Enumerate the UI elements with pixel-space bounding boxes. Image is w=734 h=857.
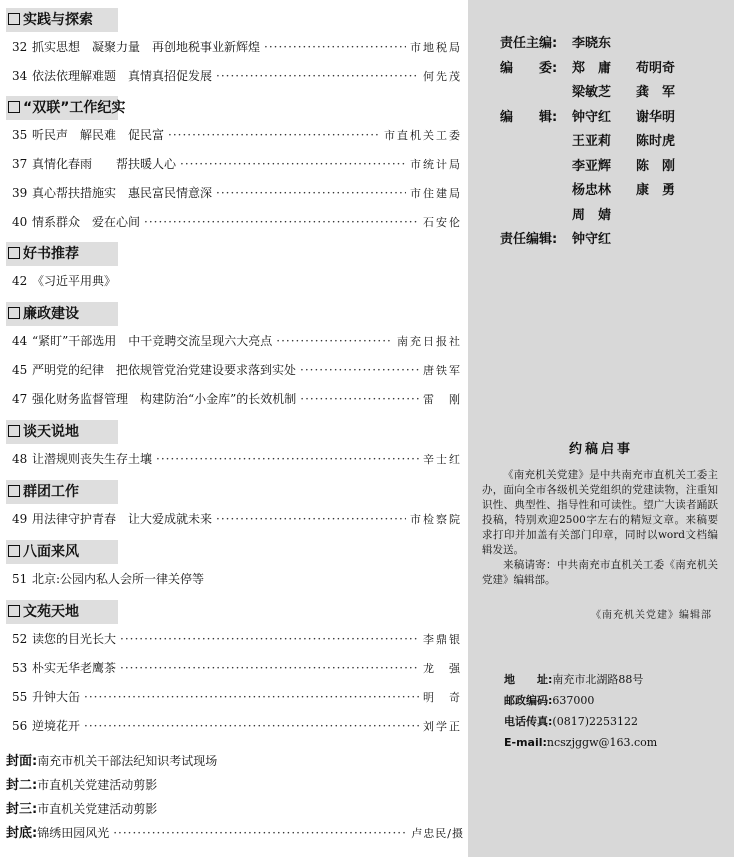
staff-name: 谢华明 xyxy=(636,109,676,125)
staff-name: 梁敏芝 xyxy=(572,85,612,100)
article-author: 唐铁军 xyxy=(423,364,462,377)
staff-name: 龚 军 xyxy=(636,85,676,100)
cover-credit xyxy=(6,776,464,794)
checkbox-square-icon xyxy=(8,485,20,497)
leader-dots xyxy=(216,510,406,528)
toc-entry[interactable] xyxy=(12,688,462,706)
contact-key: 地 址: xyxy=(504,673,553,686)
staff-role: 责任主编: xyxy=(500,36,558,51)
toc-entry[interactable] xyxy=(12,450,462,468)
article-title: 北京:公园内私人会所一律关停等 xyxy=(32,572,205,586)
checkbox-square-icon xyxy=(8,101,20,113)
section-heading xyxy=(6,302,118,326)
toc-entry[interactable] xyxy=(12,659,462,677)
checkbox-square-icon xyxy=(8,13,20,25)
notice-title: 约稿启事 xyxy=(568,442,633,457)
section-title: 八面来风 xyxy=(23,544,79,560)
page-number: 55 xyxy=(12,690,28,704)
article-author: 刘学正 xyxy=(423,720,462,733)
article-author: 何先茂 xyxy=(423,70,462,83)
article-author: 市直机关工委 xyxy=(384,129,462,142)
leader-dots xyxy=(216,67,419,85)
staff-name: 陈 刚 xyxy=(636,158,676,174)
toc-entry[interactable] xyxy=(12,272,462,290)
cover-caption: 市直机关党建活动剪影 xyxy=(37,802,158,816)
article-title: 抓实思想 凝聚力量 再创地税事业新辉煌 xyxy=(32,40,261,54)
leader-dots xyxy=(156,450,419,468)
contact-value: (0817)2253122 xyxy=(552,715,638,728)
toc-entry[interactable] xyxy=(12,570,462,588)
toc-entry[interactable] xyxy=(12,155,462,173)
checkbox-square-icon xyxy=(8,545,20,557)
toc-entry[interactable] xyxy=(12,184,462,202)
cover-credit xyxy=(6,824,464,842)
leader-dots xyxy=(300,390,419,408)
leader-dots xyxy=(84,717,419,735)
section-heading xyxy=(6,8,118,32)
page-number: 52 xyxy=(12,632,28,646)
article-author: 明 奇 xyxy=(423,691,462,704)
staff-name: 钟守红 xyxy=(572,109,612,125)
page-number: 48 xyxy=(12,452,28,466)
checkbox-square-icon xyxy=(8,425,20,437)
contact-row xyxy=(504,670,643,690)
toc-entry[interactable] xyxy=(12,213,462,231)
staff-row xyxy=(500,81,700,105)
page-number: 40 xyxy=(12,215,28,229)
staff-name: 李亚辉 xyxy=(572,158,612,174)
contact-row xyxy=(504,691,594,711)
cover-label: 封二: xyxy=(6,778,38,793)
staff-row xyxy=(500,130,700,154)
page-number: 44 xyxy=(12,334,28,348)
page-number: 49 xyxy=(12,512,28,526)
page-number: 51 xyxy=(12,572,28,586)
contact-key: 电话传真: xyxy=(504,715,553,728)
notice-body xyxy=(482,468,718,588)
cover-label: 封底: xyxy=(6,826,38,841)
article-title: 强化财务监督管理 构建防治“小金库”的长效机制 xyxy=(32,392,297,406)
page-number: 42 xyxy=(12,274,28,288)
article-author: 市检察院 xyxy=(410,513,462,526)
checkbox-square-icon xyxy=(8,307,20,319)
leader-dots xyxy=(216,184,406,202)
article-author: 李鼎银 xyxy=(423,633,462,646)
article-author: 龙 强 xyxy=(423,662,462,675)
article-author: 辛士红 xyxy=(423,453,462,466)
staff-row xyxy=(500,204,636,228)
cover-caption: 南充市机关干部法纪知识考试现场 xyxy=(37,754,218,768)
article-title: 真情化春雨 帮扶暖人心 xyxy=(32,157,177,171)
article-title: 读您的目光长大 xyxy=(32,632,117,646)
article-title: 升钟大缶 xyxy=(32,690,81,704)
article-title: 朴实无华老鹰茶 xyxy=(32,661,117,675)
leader-dots xyxy=(84,688,419,706)
staff-row xyxy=(500,155,700,179)
page-number: 47 xyxy=(12,392,28,406)
article-title: 依法依理解难题 真情真招促发展 xyxy=(32,69,213,83)
leader-dots xyxy=(120,630,419,648)
toc-entry[interactable] xyxy=(12,717,462,735)
article-author: 市地税局 xyxy=(410,41,462,54)
toc-entry[interactable] xyxy=(12,361,462,379)
contact-value: 南充市北湖路88号 xyxy=(552,673,644,686)
page-number: 35 xyxy=(12,128,28,142)
notice-signature: 《南充机关党建》编辑部 xyxy=(591,610,712,621)
staff-role: 责任编辑: xyxy=(500,232,558,247)
cover-label: 封三: xyxy=(6,802,38,817)
page-number: 32 xyxy=(12,40,28,54)
checkbox-square-icon xyxy=(8,247,20,259)
toc-entry[interactable] xyxy=(12,630,462,648)
contact-key: 邮政编码: xyxy=(504,694,553,707)
staff-role: 编 委: xyxy=(500,60,558,76)
article-title: “紧盯”干部选用 中干竞聘交流呈现六大亮点 xyxy=(32,334,273,348)
cover-credit xyxy=(6,752,464,770)
staff-role: 编 辑: xyxy=(500,109,558,125)
article-author: 市住建局 xyxy=(410,187,462,200)
toc-entry[interactable] xyxy=(12,510,462,528)
section-title: 群团工作 xyxy=(23,484,79,500)
page-number: 45 xyxy=(12,363,28,377)
article-title: 用法律守护青春 让大爱成就未来 xyxy=(32,512,213,526)
leader-dots xyxy=(113,824,407,842)
section-title: 好书推荐 xyxy=(23,246,79,262)
page-number: 56 xyxy=(12,719,28,733)
article-author: 市统计局 xyxy=(410,158,462,171)
section-heading xyxy=(6,600,118,624)
photo-credit: 卢忠民/摄 xyxy=(411,827,464,840)
page-number: 53 xyxy=(12,661,28,675)
toc-entry[interactable] xyxy=(12,332,462,350)
leader-dots xyxy=(120,659,419,677)
contact-row xyxy=(504,712,638,732)
section-title: “双联”工作纪实 xyxy=(23,100,126,116)
cover-caption: 锦绣田园风光 xyxy=(37,826,110,840)
staff-name: 陈时虎 xyxy=(636,134,676,149)
leader-dots xyxy=(300,361,419,379)
staff-row xyxy=(500,179,700,203)
staff-name: 王亚莉 xyxy=(572,134,612,149)
leader-dots xyxy=(180,155,406,173)
contact-value: ncszjggw@163.com xyxy=(546,736,658,749)
section-heading xyxy=(6,242,118,266)
leader-dots xyxy=(168,126,380,144)
leader-dots xyxy=(264,38,406,56)
staff-name: 钟守红 xyxy=(572,232,612,247)
staff-name: 杨忠林 xyxy=(572,183,612,198)
contact-key: E-mail: xyxy=(504,736,547,749)
section-heading xyxy=(6,420,118,444)
notice-paragraph: 《南充机关党建》是中共南充市直机关工委主办，面向全市各级机关党组织的党建读物，注重知识性、典型性、指导性和可读性。望广大读者踊跃投稿，特别欢迎2500字左右的精短文章。来稿要求打印并加盖有关部门印章，同时以word文档编辑发送。 xyxy=(482,469,718,556)
section-title: 实践与探索 xyxy=(23,12,93,28)
leader-dots xyxy=(144,213,419,231)
staff-name: 郑 庸 xyxy=(572,60,612,76)
toc-entry[interactable] xyxy=(12,390,462,408)
section-title: 谈天说地 xyxy=(23,424,79,440)
section-heading xyxy=(6,540,118,564)
staff-name: 苟明奇 xyxy=(636,60,676,76)
contact-row xyxy=(504,733,657,753)
page-number: 39 xyxy=(12,186,28,200)
cover-label: 封面: xyxy=(6,754,38,769)
article-author: 南充日报社 xyxy=(397,335,462,348)
staff-row xyxy=(500,57,700,81)
section-heading xyxy=(6,480,118,504)
notice-paragraph: 来稿请寄：中共南充市直机关工委《南充机关党建》编辑部。 xyxy=(482,559,718,586)
masthead-panel xyxy=(468,0,734,857)
cover-credit xyxy=(6,800,464,818)
article-title: 逆境花开 xyxy=(32,719,81,733)
article-author: 石安伦 xyxy=(423,216,462,229)
staff-name: 周 婧 xyxy=(572,207,612,223)
section-heading xyxy=(6,96,126,120)
checkbox-square-icon xyxy=(8,605,20,617)
article-title: 《习近平用典》 xyxy=(32,274,117,288)
toc-entry[interactable] xyxy=(12,67,462,85)
section-title: 文苑天地 xyxy=(23,604,79,620)
article-title: 真心帮扶措施实 惠民富民情意深 xyxy=(32,186,213,200)
article-title: 严明党的纪律 把依规管党治党建设要求落到实处 xyxy=(32,363,297,377)
article-title: 让潜规则丧失生存土壤 xyxy=(32,452,153,466)
cover-caption: 市直机关党建活动剪影 xyxy=(37,778,158,792)
staff-row xyxy=(500,32,636,56)
article-title: 情系群众 爱在心间 xyxy=(32,215,141,229)
leader-dots xyxy=(276,332,393,350)
toc-entry[interactable] xyxy=(12,126,462,144)
contact-value: 637000 xyxy=(552,694,595,707)
page-number: 34 xyxy=(12,69,28,83)
article-author: 雷 刚 xyxy=(423,393,462,406)
toc-entry[interactable] xyxy=(12,38,462,56)
page-number: 37 xyxy=(12,157,28,171)
section-title: 廉政建设 xyxy=(23,306,79,322)
article-title: 听民声 解民难 促民富 xyxy=(32,128,165,142)
staff-row xyxy=(500,228,636,252)
staff-row xyxy=(500,106,700,130)
staff-name: 康 勇 xyxy=(636,183,676,198)
staff-name: 李晓东 xyxy=(572,36,612,51)
